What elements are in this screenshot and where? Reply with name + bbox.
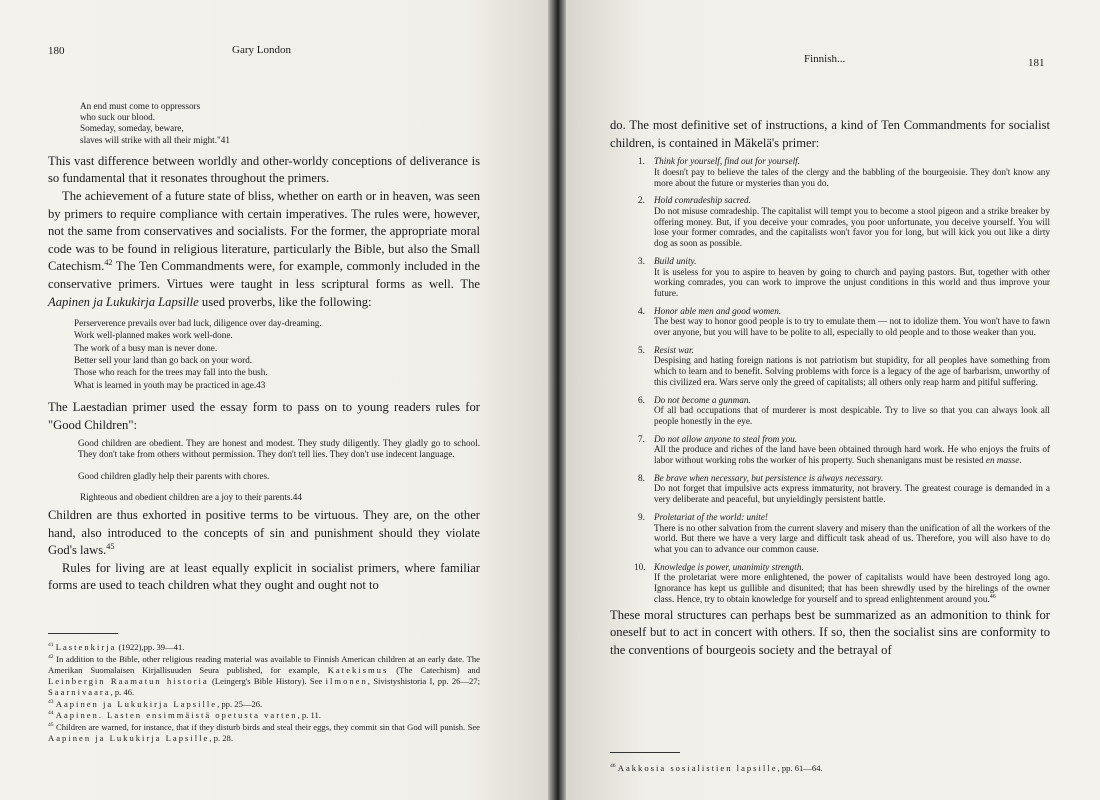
paragraph: These moral structures can perhaps best be summarized as an admonition to think for oneself but to act in concert with others. If so, then the socialist sins are conformity to the conventions of bourgeois society and the betrayal of — [610, 607, 1050, 657]
footnote-text: , p. 46. — [110, 686, 135, 697]
footnote-45 — [48, 722, 480, 744]
commandment-title: Proletariat of the world: unite! — [654, 511, 768, 522]
commandment-text: Do not misuse comradeship. The capitalist will tempt you to become a stool pigeon and a strike breaker by offering money. But, if you deceive your comrades, you poor unfortunate, you deceive yourself. You will lose your former comrades, and the capitalists won't favor you for long, but will kick you out like a dirty dog as soon as possible. — [654, 206, 1050, 249]
footnote-number: 46 — [610, 763, 616, 770]
paragraph-text: The achievement of a future state of bliss, whether on earth or in heaven, was seen by primers to require compliance with certain imperatives. The rules were, however, not the same from conservatives and socialists. For the former, the appropriate moral code was to be found in religious literature, particularly the Bible, but also the Small Catechism. — [48, 189, 480, 274]
source-title: Aapinen ja Lukukirja Lapsille — [55, 698, 218, 709]
footnote-text: (The Catechism) and — [388, 664, 480, 675]
commandment-number: 6. — [638, 394, 645, 405]
footnote-text: Children are warned, for instance, that if they disturb birds and steal their eggs, they commit sin that God will punish. See — [53, 722, 480, 733]
footnote-text: , Sivistyshistoria I, pp. 26—27; — [367, 675, 480, 686]
commandment-text: Do not forget that impulsive acts express immaturity, not bravery. The greatest courage is demanded in a very deliberate and peaceful, but unyieldingly persistent battle. — [654, 483, 1050, 505]
footnote-text: , pp. 25—26. — [217, 698, 263, 709]
commandment-title: Think for yourself, find out for yourself. — [654, 156, 800, 167]
commandment-number: 3. — [638, 255, 645, 266]
commandment-text: All the produce and riches of the land have been obtained through hard work. He who enjoys the fruits of labor without working robs the worker of his property. Such shenanigans must be resisted — [654, 444, 1050, 466]
commandment-text: Of all bad occupations that of murderer is most despicable. Try to live so that you can always look all people honestly in the eye. — [654, 405, 1050, 426]
footnotes-left — [48, 642, 480, 745]
commandment-item — [638, 394, 1050, 427]
commandment-number: 5. — [638, 344, 645, 355]
commandment-text: . — [1019, 455, 1022, 466]
footnote-number: 45 — [48, 722, 54, 729]
running-head-left: Gary London — [232, 44, 291, 56]
paragraph: do. The most definitive set of instructions, a kind of Ten Commandments for socialist children, is contained in Mäkelä's primer: — [610, 118, 1050, 150]
proverb: Those who reach for the trees may fall into the bush. — [74, 367, 268, 378]
footnote-44 — [48, 710, 480, 721]
footnote-rule — [48, 633, 118, 634]
commandment-text: Despising and hating foreign nations is not patriotism but stupidity, for all peoples have something from which to learn and to benefit. Solving problems with force is a legacy of the age of barbarism, unworthy of this civilized era. Wars serve only the greed of capitalists; all others only reap harm and pitiful suffering. — [654, 355, 1050, 387]
right-page-body — [610, 117, 1050, 659]
footnote-text: (1922),pp. 39—41. — [116, 642, 185, 652]
commandment-item — [634, 561, 1050, 605]
paragraph: Rules for living are at least equally explicit in socialist primers, where familiar forms are used to teach children what they ought and ought not to — [48, 560, 480, 593]
commandment-title: Do not become a gunman. — [654, 394, 751, 405]
commandment-number: 1. — [638, 156, 645, 167]
source-title: Aapinen. Lasten ensimmäistä opetusta varten — [55, 710, 298, 721]
paragraph: This vast difference between worldly and other-worldy conceptions of deliverance is so fundamental that it resonates throughout the primers. — [48, 153, 480, 186]
block-quote: Righteous and obedient children are a joy to their parents.44 — [80, 491, 302, 502]
proverb-list — [74, 317, 480, 391]
footnote-number: 44 — [48, 710, 54, 717]
commandment-title: Do not allow anyone to steal from you. — [654, 433, 798, 444]
author-name: Saarnivaara — [48, 686, 111, 697]
commandment-number: 7. — [638, 433, 645, 444]
block-quote: Good children are obedient. They are honest and modest. They study diligently. They gladly go to school. They don't take from others without permission. They don't tell lies. They don't use indecent language. — [78, 438, 480, 460]
paragraph: The Laestadian primer used the essay form to pass on to young readers rules for "Good Children": — [48, 399, 480, 432]
paragraph-text: The Ten Commandments were, for example, commonly included in the conservative primers. Virtues were taught in less scriptural forms as well. The — [48, 259, 480, 291]
running-head-right: Finnish... — [804, 53, 846, 65]
commandment-item — [638, 511, 1050, 555]
footnote-number: 43 — [48, 698, 54, 705]
commandment-number: 8. — [638, 472, 645, 483]
commandment-text: It is useless for you to aspire to heaven by going to church and paying pastors. But, together with other working comrades, you can work to improve the unjust conditions in this world and thus improve your future. — [654, 266, 1050, 298]
left-page — [0, 0, 548, 800]
commandment-title: Resist war. — [654, 344, 694, 355]
commandment-item — [638, 433, 1050, 466]
poem-line: who suck our blood. — [80, 112, 156, 123]
poem — [80, 101, 480, 146]
footnote-46 — [610, 763, 1050, 773]
paragraph — [48, 507, 480, 560]
commandment-item — [638, 255, 1050, 299]
commandment-item — [638, 305, 1050, 338]
book-title: Aapinen ja Lukukirja Lapsille — [48, 294, 199, 309]
commandment-title: Honor able men and good women. — [654, 305, 782, 316]
commandment-text-italic: en masse — [985, 455, 1020, 466]
source-title: Aapinen ja Lukukirja Lapsille — [48, 733, 210, 744]
commandment-item — [638, 472, 1050, 505]
source-title: Katekismus — [327, 664, 389, 675]
poem-line: Someday, someday, beware, — [80, 123, 184, 134]
block-quote: Good children gladly help their parents with chores. — [78, 470, 270, 481]
commandment-text: There is no other salvation from the current slavery and misery than the unification of all the workers of the world. But there we have a very large and difficult task ahead of us. Therefore, you will also have to do what you can to advance our common cause. — [654, 522, 1050, 554]
footnote-text: , p. 11. — [297, 710, 321, 721]
footnote-rule — [610, 752, 680, 753]
footnote-text: , p. 28. — [209, 733, 233, 744]
poem-line: An end must come to oppressors — [80, 101, 201, 111]
commandment-text: It doesn't pay to believe the tales of the clergy and the babbling of the bourgeoisie. They don't know any more about the future or mysteries than you do. — [654, 166, 1050, 188]
proverb: Work well-planned makes work well-done. — [74, 330, 233, 341]
footnote-43 — [48, 699, 480, 710]
commandment-title: Knowledge is power, unanimity strength. — [654, 561, 804, 572]
footnote-41 — [48, 642, 480, 653]
commandment-title: Be brave when necessary, but persistence is always necessary. — [654, 472, 884, 483]
footnote-number: 41 — [48, 642, 54, 649]
paragraph — [48, 188, 480, 311]
commandment-title: Hold comradeship sacred. — [654, 195, 751, 206]
footnote-42 — [48, 654, 480, 698]
paragraph-text: used proverbs, like the following: — [198, 294, 372, 309]
proverb: Better sell your land than go back on your word. — [74, 355, 253, 366]
author-name: ilmonen — [325, 675, 368, 686]
book-gutter — [548, 0, 566, 800]
footnote-ref: 42 — [104, 258, 113, 268]
commandment-item — [638, 344, 1050, 388]
commandment-number: 2. — [638, 195, 645, 206]
commandment-number: 9. — [638, 511, 645, 522]
source-title: Lastenkirja — [55, 642, 117, 652]
commandment-number: 4. — [638, 305, 645, 316]
page-number-left: 180 — [48, 45, 65, 57]
footnote-ref: 45 — [106, 541, 115, 551]
commandment-text: If the proletariat were more enlightened, the power of capitalists would have been destroyed long ago. Ignorance has kept us gullible and disunited; that has been shrewdly used by the hirelings of the owner class. Hence, try to obtain knowledge for yourself and to spread enlightenment around you. — [654, 572, 1050, 604]
source-title: Leinbergin Raamatun historia — [48, 675, 209, 686]
commandment-item — [638, 156, 1050, 188]
commandment-text: The best way to honor good people is to try to emulate them — not to idolize them. You won't have to fawn over anyone, but you will have to be polite to all, especially to old people and to those weaker than you. — [654, 316, 1050, 338]
commandment-title: Build unity. — [654, 255, 697, 266]
footnote-text: (Leingerg's Bible History). See — [208, 675, 326, 686]
commandment-list — [610, 156, 1050, 604]
poem-line: slaves will strike with all their might."41 — [80, 134, 230, 145]
footnote-number: 42 — [48, 654, 54, 661]
paragraph-text: Children are thus exhorted in positive terms to be virtuous. They are, on the other hand, also introduced to the concepts of sin and punishment should they violate God's laws. — [48, 507, 480, 558]
footnote-ref: 46 — [989, 593, 996, 600]
page-number-right: 181 — [1028, 57, 1045, 69]
footnote-text: In addition to the Bible, other religious reading material was available to Finnish American children at an early date. The Amerikan Suomalaisen Kirjallisuuden Seura published, for example, — [48, 653, 480, 675]
left-page-body — [48, 101, 480, 595]
proverb: Perserverence prevails over bad luck, diligence over day-dreaming. — [74, 318, 322, 329]
source-title: Aakkosia sosialistien lapsille — [617, 763, 778, 773]
proverb: The work of a busy man is never done. — [74, 342, 218, 353]
commandment-number: 10. — [634, 561, 646, 572]
commandment-item — [638, 195, 1050, 249]
proverb: What is learned in youth may be practiced in age.43 — [74, 379, 266, 390]
right-page — [566, 0, 1100, 800]
footnote-text: , pp. 61—64. — [777, 763, 823, 773]
